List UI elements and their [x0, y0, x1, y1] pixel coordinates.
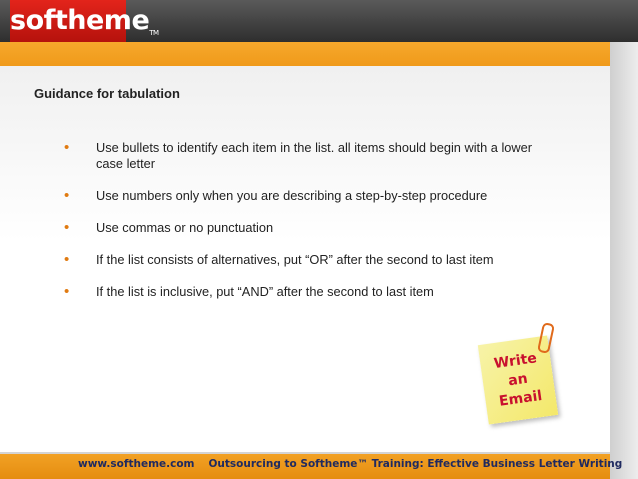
softheme-logo — [10, 0, 159, 42]
header-bar — [0, 0, 638, 42]
bullet-item — [62, 284, 562, 300]
bullet-icon: • — [64, 251, 70, 268]
bullet-icon: • — [64, 139, 70, 156]
logo-trademark: TM — [149, 29, 159, 37]
bullet-item — [62, 220, 562, 236]
footer-course-title: Outsourcing to Softheme™ Training: Effective Business Letter Writing — [208, 458, 623, 470]
bullet-text: If the list consists of alternatives, put “OR” after the second to last item — [96, 252, 494, 267]
bullet-text: Use commas or no punctuation — [96, 220, 274, 235]
top-accent-bar — [0, 42, 610, 66]
footer-url: www.softheme.com — [78, 458, 195, 470]
bullet-text: Use numbers only when you are describing a step-by-step procedure — [96, 188, 488, 203]
footer-text — [78, 458, 622, 474]
bullet-item — [62, 188, 562, 204]
bullet-icon: • — [64, 283, 70, 300]
bullet-icon: • — [64, 219, 70, 236]
logo-text: softheme — [10, 5, 150, 36]
bullet-text: If the list is inclusive, put “AND” after the second to last item — [96, 284, 434, 299]
sticky-note-line-3: Email — [498, 387, 544, 410]
sticky-note-line-2: an — [507, 370, 529, 390]
slide-title: Guidance for tabulation — [34, 86, 180, 101]
bullet-text: Use bullets to identify each item in the list. all items should begin with a lower case letter — [96, 140, 533, 171]
bullet-list — [62, 140, 562, 316]
bullet-icon: • — [64, 187, 70, 204]
bullet-item — [62, 140, 562, 172]
right-side-strip — [610, 42, 638, 479]
bullet-item — [62, 252, 562, 268]
sticky-note-line-1: Write — [492, 350, 538, 373]
